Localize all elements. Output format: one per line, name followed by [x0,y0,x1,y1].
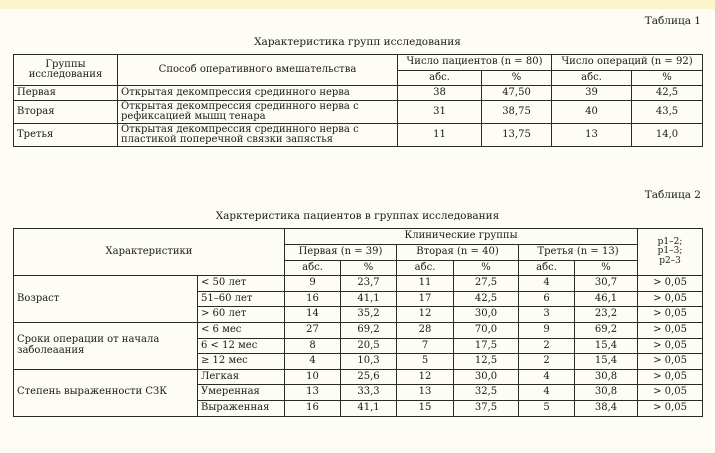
t2-subcategory: < 50 лет [198,276,285,292]
t1-cell-value: 14,0 [632,124,703,147]
t2-pvalue: > 0,05 [638,276,703,292]
t2-pvalue: > 0,05 [638,400,703,416]
t2-header-abs: абс. [397,260,454,276]
t2-cell-value: 23,2 [575,307,638,323]
t1-cell-value: 38 [398,86,482,101]
t2-header-third: Третья (n = 13) [519,245,638,261]
t2-cell-value: 16 [285,400,341,416]
t2-cell-value: 25,6 [341,369,397,385]
t2-header-p12: p1–2; [657,236,683,247]
t1-header-groups: Группы исследования [14,55,118,86]
t1-cell-group: Вторая [14,101,118,124]
t1-header-abs: абс. [552,71,632,86]
t2-cell-value: 30,8 [575,369,638,385]
t2-cell-value: 33,3 [341,385,397,401]
t2-pvalue: > 0,05 [638,307,703,323]
t2-cell-value: 41,1 [341,291,397,307]
t2-group-name: Степень выраженности СЗК [14,369,198,416]
t1-cell-value: 11 [398,124,482,147]
table1-number: Таблица 1 [644,15,701,27]
t1-cell-method: Открытая декомпрессия срединного нерва [118,86,398,101]
t2-cell-value: 5 [397,354,454,370]
t2-header-pct: % [341,260,397,276]
t2-header-pct: % [454,260,519,276]
t1-cell-value: 40 [552,101,632,124]
t1-cell-method: Открытая декомпрессия срединного нерва с рефиксацией мышц тенара [118,101,398,124]
table-row [14,369,703,385]
t2-cell-value: 15,4 [575,354,638,370]
t1-header-method: Способ оперативного вмешательства [118,55,398,86]
t2-cell-value: 12,5 [454,354,519,370]
t2-pvalue: > 0,05 [638,369,703,385]
t2-header-p23: p2–3 [659,255,681,266]
table2-title: Харктеристика пациентов в группах исследования [215,210,500,222]
t2-cell-value: 14 [285,307,341,323]
top-band [0,0,715,9]
t2-cell-value: 23,7 [341,276,397,292]
t2-cell-value: 9 [519,322,575,338]
t2-cell-value: 9 [285,276,341,292]
t1-cell-value: 13 [552,124,632,147]
table2 [13,228,703,417]
t2-cell-value: 3 [519,307,575,323]
t2-cell-value: 28 [397,322,454,338]
t2-cell-value: 17,5 [454,338,519,354]
t2-cell-value: 27,5 [454,276,519,292]
t2-header-abs: абс. [285,260,341,276]
t2-subcategory: ≥ 12 мес [198,354,285,370]
t1-cell-group: Третья [14,124,118,147]
t2-cell-value: 7 [397,338,454,354]
t2-cell-value: 16 [285,291,341,307]
t2-subcategory: Умеренная [198,385,285,401]
t2-header-p13: p1–3; [657,246,683,257]
t2-cell-value: 6 [519,291,575,307]
t2-pvalue: > 0,05 [638,385,703,401]
t2-cell-value: 12 [397,307,454,323]
t2-cell-value: 30,0 [454,369,519,385]
t2-cell-value: 15 [397,400,454,416]
t2-header-pct: % [575,260,638,276]
t2-pvalue: > 0,05 [638,338,703,354]
t1-cell-value: 38,75 [482,101,552,124]
t2-cell-value: 42,5 [454,291,519,307]
t1-cell-value: 47,50 [482,86,552,101]
t2-cell-value: 20,5 [341,338,397,354]
t2-cell-value: 69,2 [341,322,397,338]
t2-subcategory: 6 < 12 мес [198,338,285,354]
t2-cell-value: 30,8 [575,385,638,401]
t2-subcategory: Легкая [198,369,285,385]
t2-group-name: Возраст [14,276,198,323]
t2-cell-value: 17 [397,291,454,307]
t1-cell-value: 13,75 [482,124,552,147]
t2-cell-value: 2 [519,354,575,370]
t2-cell-value: 4 [519,276,575,292]
t2-header-clinical: Клинические группы [285,229,638,245]
table-row [14,276,703,292]
t2-header-abs: абс. [519,260,575,276]
t2-cell-value: 46,1 [575,291,638,307]
t1-header-pct: % [482,71,552,86]
t1-cell-value: 43,5 [632,101,703,124]
t2-cell-value: 4 [519,369,575,385]
t2-cell-value: 27 [285,322,341,338]
t1-cell-value: 31 [398,101,482,124]
t2-cell-value: 12 [397,369,454,385]
t2-cell-value: 4 [285,354,341,370]
t1-cell-value: 39 [552,86,632,101]
t2-cell-value: 41,1 [341,400,397,416]
t2-cell-value: 13 [285,385,341,401]
table1 [13,54,703,147]
t1-header-pct: % [632,71,703,86]
t2-subcategory: > 60 лет [198,307,285,323]
t2-header-pvalues [638,229,703,276]
t1-cell-group: Первая [14,86,118,101]
t2-cell-value: 15,4 [575,338,638,354]
t2-header-characteristics: Характеристики [14,229,285,276]
t2-cell-value: 10 [285,369,341,385]
t2-subcategory: 51–60 лет [198,291,285,307]
t2-pvalue: > 0,05 [638,322,703,338]
t2-cell-value: 69,2 [575,322,638,338]
table-row [14,322,703,338]
t2-cell-value: 2 [519,338,575,354]
t2-cell-value: 32,5 [454,385,519,401]
t1-header-abs: абс. [398,71,482,86]
t2-cell-value: 38,4 [575,400,638,416]
t2-cell-value: 37,5 [454,400,519,416]
t2-subcategory: < 6 мес [198,322,285,338]
t2-cell-value: 10,3 [341,354,397,370]
t2-body [14,276,703,416]
t2-cell-value: 4 [519,385,575,401]
t2-group-name: Сроки операции от начала заболеаания [14,322,198,369]
t2-header-second: Вторая (n = 40) [397,245,519,261]
table1-title: Характеристика групп исследования [254,36,461,48]
t1-header-patients: Число пациентов (n = 80) [398,55,552,71]
t2-cell-value: 13 [397,385,454,401]
t2-subcategory: Выраженная [198,400,285,416]
table2-number: Таблица 2 [644,189,701,201]
t2-cell-value: 70,0 [454,322,519,338]
t2-pvalue: > 0,05 [638,291,703,307]
t2-cell-value: 30,7 [575,276,638,292]
t2-cell-value: 30,0 [454,307,519,323]
t2-cell-value: 11 [397,276,454,292]
t1-cell-value: 42,5 [632,86,703,101]
t2-cell-value: 8 [285,338,341,354]
t2-header-first: Первая (n = 39) [285,245,397,261]
t2-cell-value: 5 [519,400,575,416]
t2-cell-value: 35,2 [341,307,397,323]
t1-cell-method: Открытая декомпрессия срединного нерва с пластикой поперечной связки запястья [118,124,398,147]
t1-header-operations: Число операций (n = 92) [552,55,703,71]
t2-pvalue: > 0,05 [638,354,703,370]
